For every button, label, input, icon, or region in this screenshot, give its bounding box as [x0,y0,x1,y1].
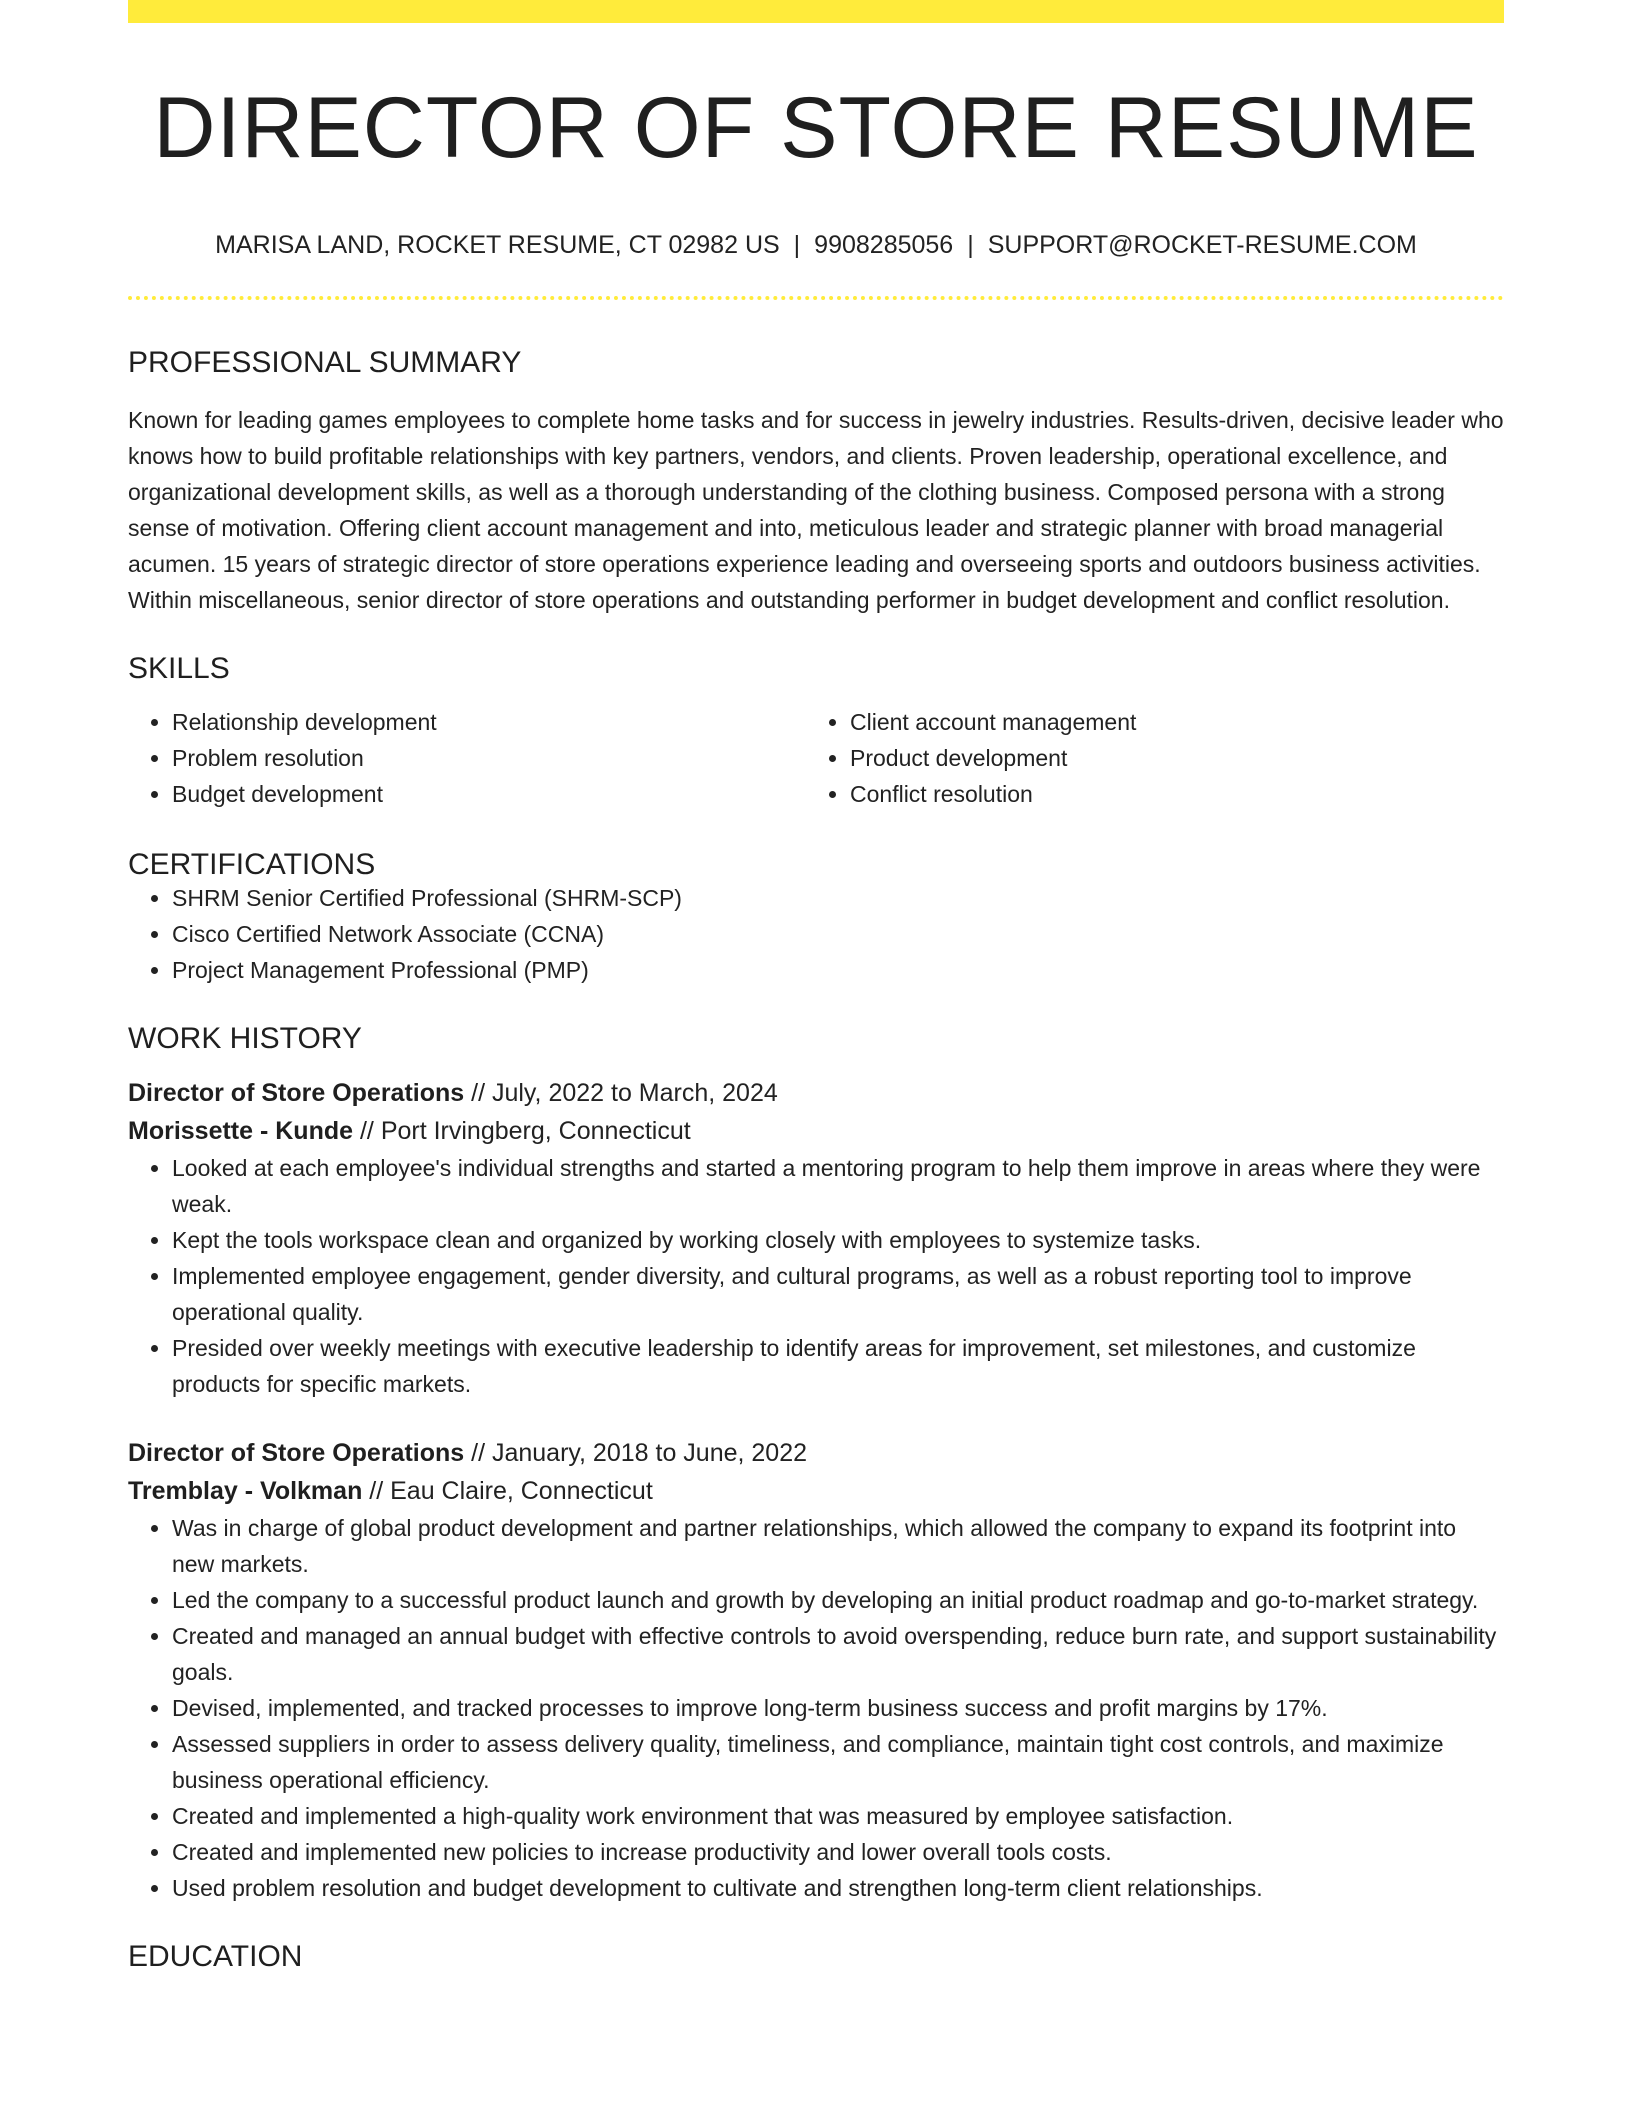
skills-list-left [128,704,806,812]
accent-top-bar [128,0,1504,23]
summary-heading: PROFESSIONAL SUMMARY [128,346,522,379]
certification-item: • Project Management Professional (PMP) [172,952,1504,988]
dotted-divider [128,296,1504,300]
skill-item: • Client account management [850,704,1484,740]
resume-title: DIRECTOR OF STORE RESUME [153,80,1479,176]
job-company: Morissette - Kunde [128,1117,354,1145]
job-bullets [128,1510,1504,1906]
skills-column-left [128,704,806,812]
contact-phone: 9908285056 [814,231,954,259]
certification-item: • SHRM Senior Certified Professional (SHRM-SCP) [172,880,1504,916]
job-company-line [128,1112,1504,1150]
job-bullet: • Created and implemented new policies to increase productivity and lower overall tools costs. [172,1834,1504,1870]
job-company-line [128,1472,1504,1510]
contact-email: SUPPORT@ROCKET-RESUME.COM [987,231,1417,259]
job-bullets [128,1150,1504,1402]
summary-text: Known for leading games employees to complete home tasks and for success in jewelry industries. Results-driven, decisive leader who knows how to build profitable relationships with key partners, vendors, and clients. Proven leadership, operational excellence, and organizational development skills, as well as a thorough understanding of the clothing business. Composed persona with a strong sense of motivation. Offering client account management and into, meticulous leader and strategic planner with broad managerial acumen. 15 years of strategic director of store operations experience leading and overseeing sports and outdoors business activities. Within miscellaneous, senior director of store operations and outstanding performer in budget development and conflict resolution. [128,407,1504,613]
contact-line [128,233,1504,258]
job-dates: // July, 2022 to March, 2024 [464,1079,778,1107]
job-company: Tremblay - Volkman [128,1477,363,1505]
contact-address: MARISA LAND, ROCKET RESUME, CT 02982 US [215,231,780,259]
job-bullet: • Was in charge of global product development and partner relationships, which allowed the company to expand its footprint into new markets. [172,1510,1504,1582]
job-bullet: • Led the company to a successful product launch and growth by developing an initial product roadmap and go-to-market strategy. [172,1582,1504,1618]
job-location: // Port Irvingberg, Connecticut [353,1117,691,1145]
certifications-heading: CERTIFICATIONS [128,848,376,881]
work-history-list [128,1074,1504,1906]
job-title-line [128,1434,1504,1472]
skill-item: • Problem resolution [172,740,806,776]
job-entry [128,1074,1504,1402]
certification-item: • Cisco Certified Network Associate (CCNA) [172,916,1504,952]
skills-heading: SKILLS [128,652,230,685]
job-bullet: • Kept the tools workspace clean and organized by working closely with employees to systemize tasks. [172,1222,1504,1258]
education-heading: EDUCATION [128,1940,303,1973]
job-title: Director of Store Operations [128,1079,465,1107]
certifications-list [128,880,1504,988]
job-location: // Eau Claire, Connecticut [362,1477,653,1505]
contact-separator: | [967,231,974,259]
skills-grid [128,704,1504,812]
skill-item: • Product development [850,740,1484,776]
skill-item: • Budget development [172,776,806,812]
job-title: Director of Store Operations [128,1439,465,1467]
job-bullet: • Created and managed an annual budget with effective controls to avoid overspending, reduce burn rate, and support sustainability goals. [172,1618,1504,1690]
job-bullet: • Devised, implemented, and tracked processes to improve long-term business success and profit margins by 17%. [172,1690,1504,1726]
skills-column-right [806,704,1484,812]
job-bullet: • Assessed suppliers in order to assess delivery quality, timeliness, and compliance, maintain tight cost controls, and maximize business operational efficiency. [172,1726,1504,1798]
skills-list-right [806,704,1484,812]
resume-page [128,0,1504,1972]
job-title-line [128,1074,1504,1112]
skill-item: • Relationship development [172,704,806,740]
job-bullet: • Looked at each employee's individual strengths and started a mentoring program to help them improve in areas where they were weak. [172,1150,1504,1222]
work-history-heading: WORK HISTORY [128,1022,362,1055]
job-dates: // January, 2018 to June, 2022 [464,1439,808,1467]
skill-item: • Conflict resolution [850,776,1484,812]
job-bullet: • Used problem resolution and budget development to cultivate and strengthen long-term client relationships. [172,1870,1504,1906]
job-entry [128,1434,1504,1906]
job-bullet: • Created and implemented a high-quality work environment that was measured by employee satisfaction. [172,1798,1504,1834]
job-bullet: • Presided over weekly meetings with executive leadership to identify areas for improvement, set milestones, and customize products for specific markets. [172,1330,1504,1402]
job-bullet: • Implemented employee engagement, gender diversity, and cultural programs, as well as a robust reporting tool to improve operational quality. [172,1258,1504,1330]
contact-separator: | [793,231,801,259]
